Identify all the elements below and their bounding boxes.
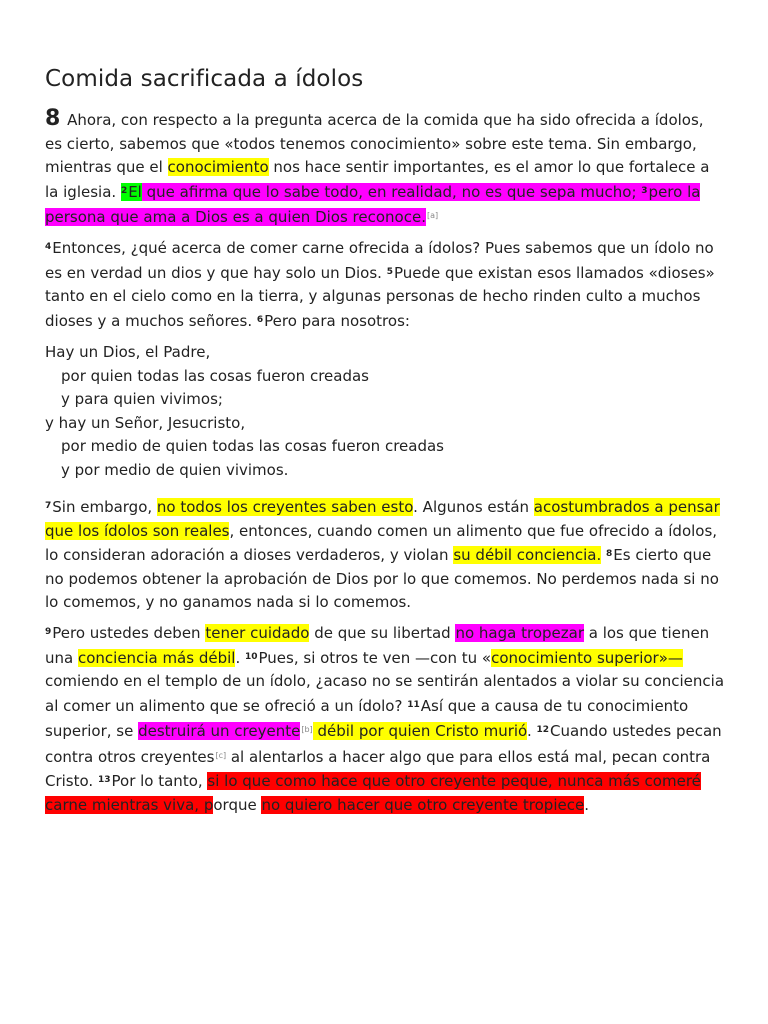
verse-number: 12 xyxy=(536,725,550,735)
highlight-green xyxy=(121,183,142,201)
highlight-red: si lo que como hace que otro creyente peque, nunca más comeré carne mientras viva, p xyxy=(45,772,701,814)
text-segment: orque xyxy=(213,795,262,814)
verse-number: 5 xyxy=(386,266,393,277)
page-title: Comida sacrificada a ídolos xyxy=(45,66,364,92)
highlight-yellow: conocimiento superior»— xyxy=(491,648,683,667)
verse-number: 11 xyxy=(407,699,420,710)
text-segment: Pues, si otros te ven —con tu « xyxy=(258,648,492,667)
highlight-red: no quiero hacer que otro creyente tropiece xyxy=(261,795,585,814)
poem-line: por medio de quien todas las cosas fueron creadas xyxy=(61,437,444,455)
text-segment: , entonces, cuando comen un alimento que fue ofrecido a ídolos, lo consideran adoración a dioses verdaderos, y violan xyxy=(45,521,718,564)
verse-number: 9 xyxy=(45,627,52,637)
highlight-magenta: no haga tropezar xyxy=(455,624,584,642)
highlight-yellow: su débil conciencia. xyxy=(453,546,602,564)
text-segment: al alentarlos a hacer algo que para ellos está mal, pecan contra Cristo. xyxy=(45,747,711,790)
text-segment: . xyxy=(526,722,537,740)
paragraph-1 xyxy=(45,107,725,230)
chapter-number: 8 xyxy=(45,106,61,131)
text-segment: Pero ustedes deben xyxy=(52,624,206,642)
paragraph-2 xyxy=(45,236,725,333)
poem-line: por quien todas las cosas fueron creadas xyxy=(61,366,369,385)
footnote-link[interactable]: [b] xyxy=(301,725,313,734)
text-segment: Ahora, con respecto a la pregunta acerca de la comida que ha sido ofrecida a ídolos, es cierto, sabemos que «todos tenemos conocimiento» sobre este tema. Sin embargo, mientras que el xyxy=(45,111,704,176)
highlight-yellow: conciencia más débil xyxy=(77,648,236,667)
verse-number: 7 xyxy=(45,501,52,511)
text-segment: Pero para nosotros: xyxy=(264,311,410,330)
text-segment: Así que a causa de tu conocimiento superior, se xyxy=(45,696,689,740)
text-segment: comiendo en el templo de un ídolo, ¿acaso no se sentirán alentados a violar su conciencia al comer un alimento que se ofreció a un ídolo? xyxy=(45,672,725,715)
poem-line: y por medio de quien vivimos. xyxy=(61,460,289,479)
text-segment: El xyxy=(128,182,142,201)
highlight-yellow: conocimiento xyxy=(167,158,269,176)
verse-number: 4 xyxy=(45,242,52,252)
highlight-yellow: tener cuidado xyxy=(205,624,310,642)
text-segment: de que su libertad xyxy=(309,624,456,642)
text-segment: . xyxy=(235,648,245,667)
text-segment: . xyxy=(584,795,589,814)
verse-number: 8 xyxy=(606,549,613,559)
text-segment: Entonces, ¿qué acerca de comer carne ofrecida a ídolos? Pues sabemos que un ídolo no es en verdad un dios y que hay solo un Dios. xyxy=(45,239,714,282)
verse-number: 3 xyxy=(641,185,648,196)
poem-line: y hay un Señor, Jesucristo, xyxy=(45,413,246,432)
footnote-link[interactable]: [c] xyxy=(215,750,227,760)
verse-number: 2 xyxy=(120,185,128,196)
highlight-yellow: no todos los creyentes saben esto xyxy=(156,498,414,516)
verse-number: 13 xyxy=(97,775,111,785)
text-segment: Es cierto que no podemos obtener la aprobación de Dios por lo que comemos. No perdemos nada si no lo comemos, y no ganamos nada si lo comemos. xyxy=(45,546,719,611)
text-segment: Sin embargo, xyxy=(52,498,157,516)
text-segment: a los que tienen una xyxy=(45,624,710,667)
text-segment: Por lo tanto, xyxy=(111,772,208,790)
text-segment: Puede que existan esos llamados «dioses» tanto en el cielo como en la tierra, y algunas personas de hecho rinden culto a muchos dioses y a muchos señores. xyxy=(45,263,715,330)
text-segment: nos hace sentir importantes, es el amor lo que fortalece a la iglesia. xyxy=(45,158,710,201)
footnote-link[interactable]: [a] xyxy=(426,211,439,220)
text-segment: pero la persona que ama a Dios es a quien Dios reconoce. xyxy=(45,182,701,226)
highlight-magenta xyxy=(45,183,700,227)
poem-line: y para quien vivimos; xyxy=(61,390,223,408)
highlight-yellow: débil por quien Cristo murió xyxy=(312,722,527,740)
poem-line: Hay un Dios, el Padre, xyxy=(45,343,211,361)
paragraph-4 xyxy=(45,495,725,615)
highlight-magenta: destruirá un creyente xyxy=(138,722,301,740)
poem-block xyxy=(45,341,725,482)
verse-number: 10 xyxy=(244,651,258,662)
paragraph-5 xyxy=(45,621,725,817)
text-segment: Cuando ustedes pecan contra otros creyentes xyxy=(45,722,722,766)
text-segment: . Algunos están xyxy=(413,498,534,516)
highlight-yellow: acostumbrados a pensar que los ídolos son reales xyxy=(45,498,720,540)
verse-number: 6 xyxy=(256,314,264,325)
text-segment: que afirma que lo sabe todo, en realidad, no es que sepa mucho; xyxy=(141,182,642,201)
